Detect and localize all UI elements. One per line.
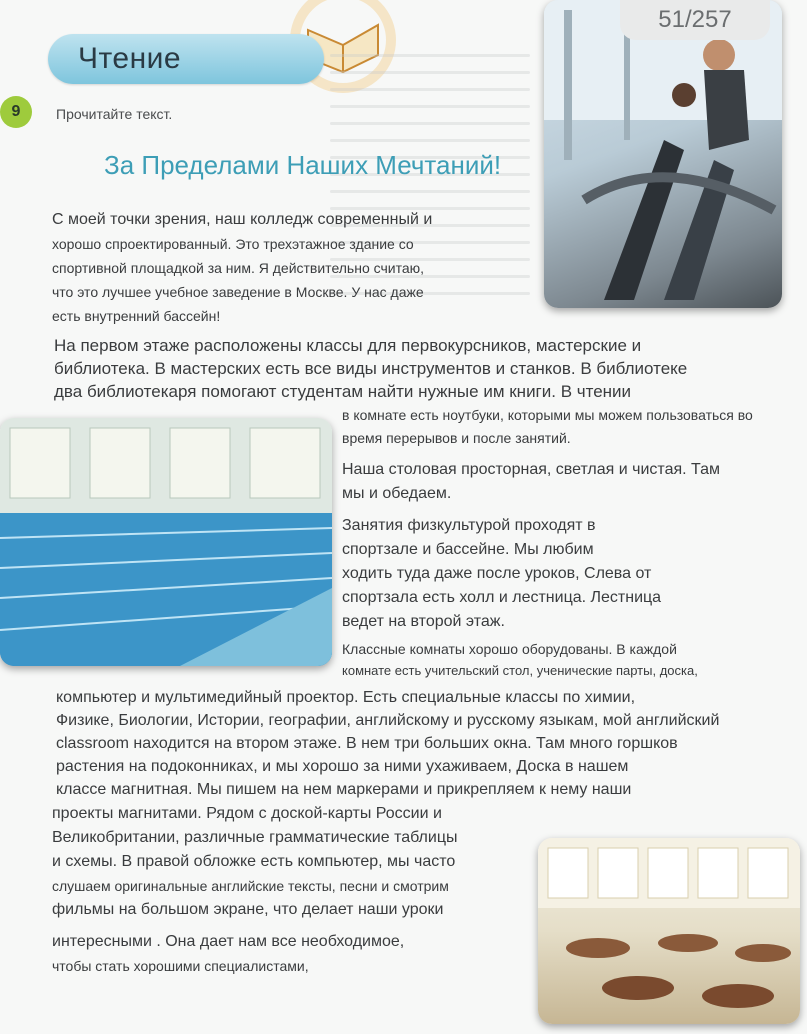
canteen-photo — [538, 838, 800, 1024]
paragraph-3 — [342, 458, 720, 506]
section-title: Чтение — [78, 42, 182, 75]
task-instruction: Прочитайте текст. — [56, 106, 173, 122]
text-line: время перерывов и после занятий. — [342, 430, 571, 446]
text-line: Наша столовая просторная, светлая и чистая. Там — [342, 461, 720, 478]
paragraph-4 — [342, 514, 661, 634]
text-line: Классные комнаты хорошо оборудованы. В каждой — [342, 641, 677, 657]
text-line: classroom находится на втором этаже. В нем три больших окна. Там много горшков — [56, 735, 678, 752]
text-line: классе магнитная. Мы пишем на нем маркерами и прикрепляем к нему наши — [56, 781, 632, 798]
page-counter: 51/257 — [620, 0, 770, 40]
text-line: слушаем оригинальные английские тексты, песни и смотрим — [52, 878, 449, 894]
text-line: Великобритании, различные грамматические таблицы — [52, 829, 458, 846]
paragraph-2-cont — [342, 404, 753, 450]
text-line: чтобы стать хорошими специалистами, — [52, 958, 309, 974]
text-line: Физике, Биологии, Истории, географии, английскому и русскому языкам, мой английский — [56, 712, 720, 729]
task-number-badge: 9 — [0, 96, 32, 128]
paragraph-2 — [54, 334, 687, 403]
text-line: мы и обедаем. — [342, 485, 452, 502]
paragraph-1 — [52, 208, 432, 231]
paragraph-1-cont — [52, 232, 424, 328]
text-line: ходить туда даже после уроков, Слева от — [342, 565, 652, 582]
text-line: С моей точки зрения, наш колледж современный и — [52, 211, 433, 228]
text-line: ведет на второй этаж. — [342, 613, 505, 630]
text-line: два библиотекаря помогают студентам найти нужные им книги. В чтении — [54, 382, 632, 401]
text-line: спортзале и бассейне. Мы любим — [342, 541, 594, 558]
text-line: Занятия физкультурой проходят в — [342, 517, 596, 534]
text-line: библиотека. В мастерских есть все виды инструментов и станков. В библиотеке — [54, 359, 688, 378]
text-line: На первом этаже расположены классы для первокурсников, мастерские и — [54, 336, 642, 355]
text-line: растения на подоконниках, и мы хорошо за ними ухаживаем, Доска в нашем — [56, 758, 629, 775]
text-line: спортивной площадкой за ним. Я действительно считаю, — [52, 260, 425, 276]
paragraph-6 — [56, 686, 719, 801]
paragraph-5 — [342, 638, 698, 682]
text-line: в комнате есть ноутбуки, которыми мы можем пользоваться во — [342, 407, 753, 423]
text-line: фильмы на большом экране, что делает наши уроки — [52, 901, 444, 918]
text-line: комнате есть учительский стол, ученические парты, доска, — [342, 663, 698, 678]
text-line: хорошо спроектированный. Это трехэтажное здание со — [52, 236, 414, 252]
text-line: интересными . Она дает нам все необходимое, — [52, 933, 405, 950]
paragraph-7-end — [52, 930, 404, 978]
text-line: что это лучшее учебное заведение в Москве. У нас даже — [52, 284, 424, 300]
gym-photo — [544, 0, 782, 308]
text-line: есть внутренний бассейн! — [52, 308, 221, 324]
text-line: и схемы. В правой обложке есть компьютер, мы часто — [52, 853, 456, 870]
pool-photo — [0, 418, 332, 666]
text-line: спортзала есть холл и лестница. Лестница — [342, 589, 662, 606]
text-line: компьютер и мультимедийный проектор. Есть специальные классы по химии, — [56, 689, 636, 706]
text-line: проекты магнитами. Рядом с доской-карты России и — [52, 805, 442, 822]
article-title: За Пределами Наших Мечтаний! — [104, 150, 502, 180]
paragraph-7 — [52, 802, 458, 922]
